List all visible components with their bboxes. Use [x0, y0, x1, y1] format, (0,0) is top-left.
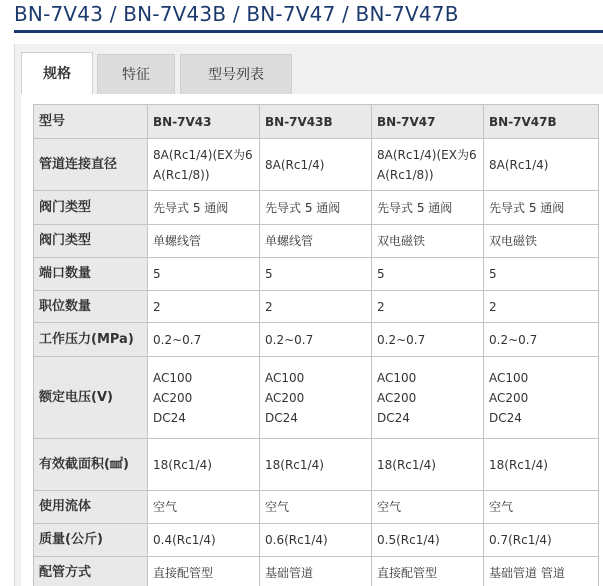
title-divider	[14, 30, 603, 33]
header-model: BN-7V47B	[484, 105, 599, 139]
table-cell	[372, 357, 484, 439]
table-cell	[484, 557, 599, 586]
table-row	[34, 357, 599, 439]
table-row	[34, 323, 599, 357]
cell-text: 0.4(Rc1/4)	[153, 533, 216, 547]
table-cell	[260, 225, 372, 258]
table-cell	[372, 491, 484, 524]
table-cell	[148, 357, 260, 439]
cell-text: 8A(Rc1/4)(EX为6	[153, 147, 253, 162]
table-cell	[148, 139, 260, 191]
table-cell	[260, 191, 372, 225]
tab-specifications[interactable]: 规格	[21, 52, 93, 94]
cell-text: 先导式 5 通阀	[265, 200, 341, 215]
spec-table-body	[34, 105, 599, 586]
header-model: BN-7V43	[148, 105, 260, 139]
table-cell	[484, 524, 599, 557]
cell-text: 0.2~0.7	[377, 332, 426, 347]
cell-text: 5	[153, 267, 161, 281]
cell-text: 2	[265, 299, 273, 314]
cell-text: 2	[489, 299, 497, 314]
row-label: 阀门类型	[34, 225, 148, 258]
cell-text: AC200	[489, 390, 529, 405]
cell-text: 先导式 5 通阀	[153, 200, 229, 215]
row-label: 使用流体	[34, 491, 148, 524]
cell-text: AC200	[265, 390, 305, 405]
table-cell	[148, 524, 260, 557]
table-cell	[260, 524, 372, 557]
row-label: 额定电压(V)	[34, 357, 148, 439]
cell-text: 单螺线管	[265, 234, 314, 248]
row-label: 质量(公斤)	[34, 524, 148, 557]
table-cell	[484, 439, 599, 491]
table-cell	[148, 258, 260, 291]
cell-text: AC100	[153, 370, 193, 385]
table-cell	[148, 491, 260, 524]
cell-text: 2	[153, 299, 161, 314]
cell-text: DC24	[265, 410, 298, 425]
header-label-model: 型号	[34, 105, 148, 139]
cell-text: 基础管道	[265, 565, 314, 580]
row-label: 工作压力(MPa)	[34, 323, 148, 357]
table-cell	[484, 291, 599, 323]
table-cell	[484, 191, 599, 225]
cell-text: 单螺线管	[153, 234, 202, 248]
cell-text: 先导式 5 通阀	[489, 200, 565, 215]
table-cell	[260, 439, 372, 491]
cell-text: 0.2~0.7	[489, 332, 538, 347]
table-cell	[260, 491, 372, 524]
cell-text: 8A(Rc1/4)	[489, 157, 549, 172]
table-cell	[372, 139, 484, 191]
row-label: 配管方式	[34, 557, 148, 586]
table-cell	[148, 323, 260, 357]
row-label: 管道连接直径	[34, 139, 148, 191]
table-cell	[372, 291, 484, 323]
cell-text: 8A(Rc1/4)(EX为6	[377, 147, 477, 162]
cell-text: 5	[489, 267, 497, 281]
tab-content	[21, 94, 603, 586]
cell-text: A(Rc1/8))	[153, 167, 210, 182]
cell-text: 18(Rc1/4)	[489, 457, 548, 472]
row-label: 端口数量	[34, 258, 148, 291]
table-cell	[260, 139, 372, 191]
cell-text: 空气	[153, 500, 178, 514]
cell-text: AC100	[265, 370, 305, 385]
table-cell	[484, 491, 599, 524]
tab-features[interactable]: 特征	[97, 54, 175, 94]
table-row	[34, 139, 599, 191]
table-cell	[148, 557, 260, 586]
cell-text: A(Rc1/8))	[377, 167, 434, 182]
tab-bar	[15, 48, 603, 94]
table-cell	[148, 225, 260, 258]
table-cell	[372, 258, 484, 291]
row-label: 有效截面积(㎟)	[34, 439, 148, 491]
table-cell	[260, 323, 372, 357]
table-cell	[484, 323, 599, 357]
row-label: 阀门类型	[34, 191, 148, 225]
cell-text: 0.6(Rc1/4)	[265, 533, 328, 547]
cell-text: 18(Rc1/4)	[153, 457, 212, 472]
table-row	[34, 557, 599, 586]
cell-text: 双电磁铁	[377, 234, 426, 248]
table-cell	[484, 139, 599, 191]
cell-text: 18(Rc1/4)	[265, 457, 324, 472]
tab-panel	[14, 44, 603, 586]
cell-text: 0.5(Rc1/4)	[377, 533, 440, 547]
header-model: BN-7V43B	[260, 105, 372, 139]
cell-text: 直接配管型	[377, 565, 438, 580]
table-cell	[260, 258, 372, 291]
table-row	[34, 291, 599, 323]
table-cell	[148, 291, 260, 323]
cell-text: AC200	[153, 390, 193, 405]
table-cell	[484, 258, 599, 291]
cell-text: AC200	[377, 390, 417, 405]
cell-text: DC24	[153, 410, 186, 425]
cell-text: 直接配管型	[153, 565, 214, 580]
table-header-row	[34, 105, 599, 139]
cell-text: 先导式 5 通阀	[377, 200, 453, 215]
cell-text: 0.2~0.7	[153, 332, 202, 347]
cell-text: AC100	[489, 370, 529, 385]
tab-model-list[interactable]: 型号列表	[180, 54, 292, 94]
cell-text: 5	[377, 267, 385, 281]
table-row	[34, 439, 599, 491]
table-row	[34, 524, 599, 557]
spec-table	[33, 104, 599, 586]
table-cell	[372, 557, 484, 586]
row-label: 职位数量	[34, 291, 148, 323]
cell-text: 空气	[377, 500, 402, 514]
table-cell	[260, 557, 372, 586]
cell-text: DC24	[377, 410, 410, 425]
table-row	[34, 258, 599, 291]
header-model: BN-7V47	[372, 105, 484, 139]
page-title: BN-7V43 / BN-7V43B / BN-7V47 / BN-7V47B	[14, 2, 459, 26]
cell-text: 0.7(Rc1/4)	[489, 533, 552, 547]
table-cell	[148, 191, 260, 225]
cell-text: DC24	[489, 410, 522, 425]
cell-text: 5	[265, 267, 273, 281]
cell-text: 基础管道 管道	[489, 565, 565, 580]
table-cell	[372, 524, 484, 557]
table-cell	[148, 439, 260, 491]
cell-text: 双电磁铁	[489, 234, 538, 248]
cell-text: 0.2~0.7	[265, 332, 314, 347]
table-cell	[260, 291, 372, 323]
cell-text: 18(Rc1/4)	[377, 457, 436, 472]
table-row	[34, 191, 599, 225]
cell-text: 2	[377, 299, 385, 314]
cell-text: 8A(Rc1/4)	[265, 157, 325, 172]
cell-text: AC100	[377, 370, 417, 385]
table-cell	[260, 357, 372, 439]
table-cell	[484, 357, 599, 439]
table-row	[34, 491, 599, 524]
table-cell	[372, 439, 484, 491]
cell-text: 空气	[489, 500, 514, 514]
cell-text: 空气	[265, 500, 290, 514]
table-cell	[372, 225, 484, 258]
table-cell	[372, 323, 484, 357]
table-row	[34, 225, 599, 258]
table-cell	[372, 191, 484, 225]
table-cell	[484, 225, 599, 258]
